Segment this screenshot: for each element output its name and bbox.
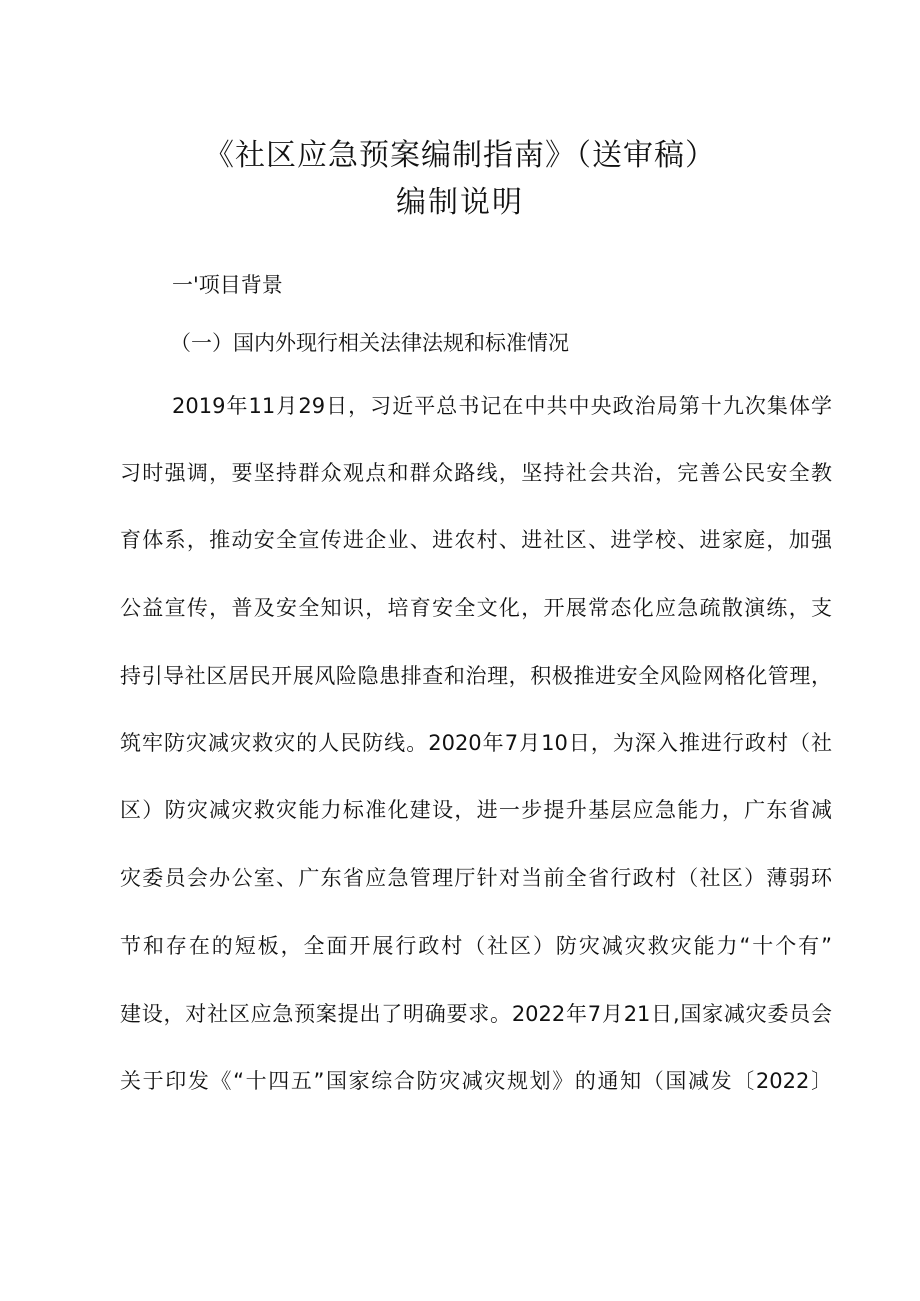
- paragraph-line: 关于印发《“十四五”国家综合防灾减灾规划》的通知（国减发〔2022〕: [120, 1069, 832, 1093]
- paragraph-line: 持引导社区居民开展风险隐患排查和治理，积极推进安全风险网格化管理，: [120, 664, 832, 688]
- document-subtitle: 编制说明: [396, 185, 524, 220]
- paragraph-line: 区）防灾减灾救灾能力标准化建设，进一步提升基层应急能力，广东省减: [120, 798, 832, 822]
- paragraph-line: 公益宣传，普及安全知识，培育安全文化，开展常态化应急疏散演练，支: [120, 596, 832, 620]
- paragraph-line: 育体系，推动安全宣传进企业、进农村、进社区、进学校、进家庭，加强: [120, 528, 832, 552]
- paragraph-line: 习时强调，要坚持群众观点和群众路线，坚持社会共治，完善公民安全教: [120, 461, 832, 485]
- paragraph-line: 2019年11月29日，习近平总书记在中共中央政治局第十九次集体学: [172, 394, 832, 418]
- paragraph-line: 筑牢防灾减灾救灾的人民防线。2020年7月10日，为深入推进行政村（社: [120, 731, 832, 755]
- paragraph-line: 节和存在的短板，全面开展行政村（社区）防灾减灾救灾能力“十个有”: [120, 934, 832, 958]
- section-heading: 一'项目背景: [172, 273, 283, 297]
- paragraph-line: 灾委员会办公室、广东省应急管理厅针对当前全省行政村（社区）薄弱环: [120, 866, 832, 890]
- subsection-heading: （一）国内外现行相关法律法规和标准情况: [170, 331, 569, 355]
- paragraph-line: 建设，对社区应急预案提出了明确要求。2022年7月21日,国家减灾委员会: [120, 1002, 832, 1026]
- document-title: 《社区应急预案编制指南》（送审稿）: [204, 138, 716, 173]
